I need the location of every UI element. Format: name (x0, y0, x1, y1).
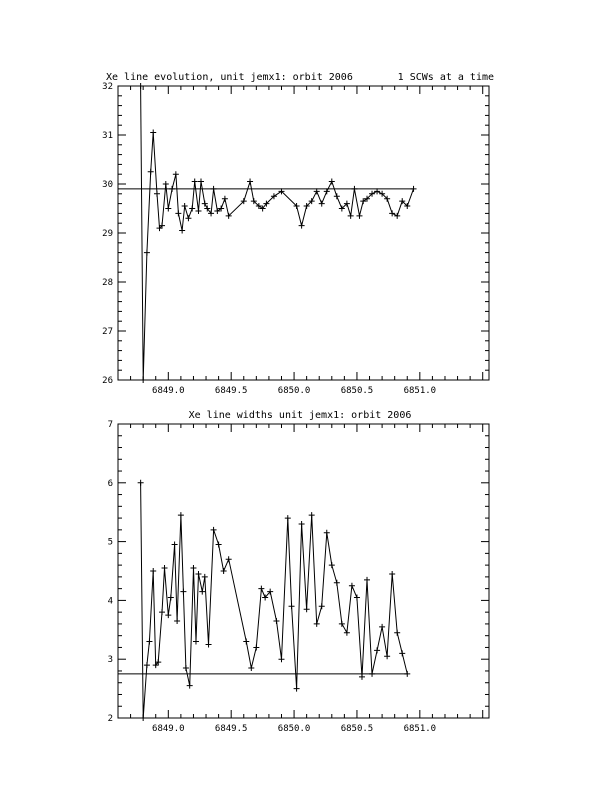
energy-y-tick-label: 29 (102, 229, 113, 239)
width-data-point (243, 639, 249, 645)
energy-x-tick-label: 6850.5 (340, 386, 374, 396)
width-data-point (394, 630, 400, 636)
energy-data-point (334, 193, 340, 199)
energy-data-point (356, 213, 362, 219)
width-data-point (304, 606, 310, 612)
energy-data-point (211, 186, 217, 192)
width-data-point (309, 512, 315, 518)
width-data-point (144, 662, 150, 668)
energy-data-point (185, 215, 191, 221)
energy-y-tick-label: 27 (102, 327, 113, 337)
energy-data-point (319, 201, 325, 207)
width-chart-title: Xe line widths unit jemx1: orbit 2006 (188, 410, 412, 421)
energy-series-line (141, 86, 414, 380)
energy-data-point (182, 203, 188, 209)
width-data-point (253, 644, 259, 650)
energy-y-tick-label: 30 (102, 180, 113, 190)
energy-data-point (148, 169, 154, 175)
energy-y-tick-label: 26 (102, 376, 113, 386)
energy-data-point (163, 181, 169, 187)
energy-x-tick-label: 6851.0 (403, 386, 437, 396)
energy-data-point (154, 191, 160, 197)
width-data-point (187, 683, 193, 689)
energy-panel (102, 72, 494, 396)
width-data-point (168, 594, 174, 600)
energy-x-tick-label: 6849.5 (214, 386, 248, 396)
energy-chart-title: Xe line evolution, unit jemx1: orbit 2006 (106, 72, 353, 83)
width-data-point (273, 618, 279, 624)
width-data-point (389, 571, 395, 577)
width-data-point (369, 671, 375, 677)
energy-plot-frame (118, 86, 489, 380)
width-data-point (180, 589, 186, 595)
width-data-point (172, 542, 178, 548)
width-data-point (199, 589, 205, 595)
width-data-point (248, 665, 254, 671)
energy-data-point (150, 130, 156, 136)
width-data-point (226, 556, 232, 562)
energy-y-tick-label: 28 (102, 278, 113, 288)
width-data-point (183, 665, 189, 671)
width-y-tick-label: 2 (107, 714, 113, 724)
energy-data-point (192, 179, 198, 185)
width-data-point (140, 715, 146, 721)
width-data-point (384, 653, 390, 659)
width-data-point (211, 527, 217, 533)
width-data-point (285, 515, 291, 521)
width-data-point (165, 612, 171, 618)
energy-x-tick-label: 6850.0 (277, 386, 311, 396)
energy-data-point (173, 171, 179, 177)
width-data-point (216, 542, 222, 548)
width-y-tick-label: 5 (107, 537, 113, 548)
energy-data-point (195, 208, 201, 214)
energy-data-point (348, 213, 354, 219)
width-data-point (258, 586, 264, 592)
width-data-point (329, 562, 335, 568)
energy-chart-annotation: 1 SCWs at a time (397, 72, 494, 83)
width-data-point (159, 609, 165, 615)
width-data-point (344, 630, 350, 636)
energy-data-point (198, 179, 204, 185)
width-data-point (379, 624, 385, 630)
energy-data-point (179, 228, 185, 234)
energy-data-point (351, 186, 357, 192)
width-data-point (294, 686, 300, 692)
energy-data-point (169, 186, 175, 192)
width-x-tick-label: 6849.5 (214, 724, 248, 734)
width-y-tick-label: 3 (107, 655, 113, 666)
width-data-point (150, 568, 156, 574)
width-data-point (193, 639, 199, 645)
width-data-point (349, 583, 355, 589)
width-data-point (278, 656, 284, 662)
width-data-point (314, 621, 320, 627)
width-data-point (319, 603, 325, 609)
width-data-point (374, 647, 380, 653)
width-data-point (364, 577, 370, 583)
width-data-point (206, 642, 212, 648)
width-data-point (359, 674, 365, 680)
width-data-point (339, 621, 345, 627)
width-data-point (289, 603, 295, 609)
width-data-point (221, 568, 227, 574)
width-panel (108, 410, 489, 734)
width-data-point (146, 639, 152, 645)
width-x-tick-label: 6849.0 (152, 724, 185, 734)
width-y-tick-label: 6 (107, 478, 113, 489)
width-data-point (138, 480, 144, 486)
width-data-point (334, 580, 340, 586)
width-x-tick-label: 6850.0 (277, 724, 311, 734)
width-y-tick-label: 7 (107, 420, 113, 430)
energy-data-point (140, 377, 146, 383)
energy-data-point (165, 206, 171, 212)
width-data-point (178, 512, 184, 518)
width-x-tick-label: 6850.5 (340, 724, 374, 734)
energy-data-point (189, 206, 195, 212)
energy-data-point (299, 223, 305, 229)
energy-y-tick-label: 31 (102, 131, 113, 141)
energy-y-tick-label: 32 (102, 82, 113, 92)
width-data-point (404, 671, 410, 677)
width-data-point (354, 594, 360, 600)
width-data-point (162, 565, 168, 571)
energy-data-point (222, 196, 228, 202)
width-data-point (324, 530, 330, 536)
width-y-tick-label: 4 (107, 596, 113, 607)
width-data-point (399, 650, 405, 656)
energy-data-point (411, 186, 417, 192)
energy-data-point (144, 250, 150, 256)
width-data-point (174, 618, 180, 624)
width-data-point (299, 521, 305, 527)
energy-data-point (175, 210, 181, 216)
width-data-point (190, 565, 196, 571)
energy-data-point (329, 179, 335, 185)
width-data-point (202, 574, 208, 580)
energy-data-point (247, 179, 253, 185)
width-x-tick-label: 6851.0 (403, 724, 437, 734)
width-data-point (195, 571, 201, 577)
energy-x-tick-label: 6849.0 (152, 386, 185, 396)
